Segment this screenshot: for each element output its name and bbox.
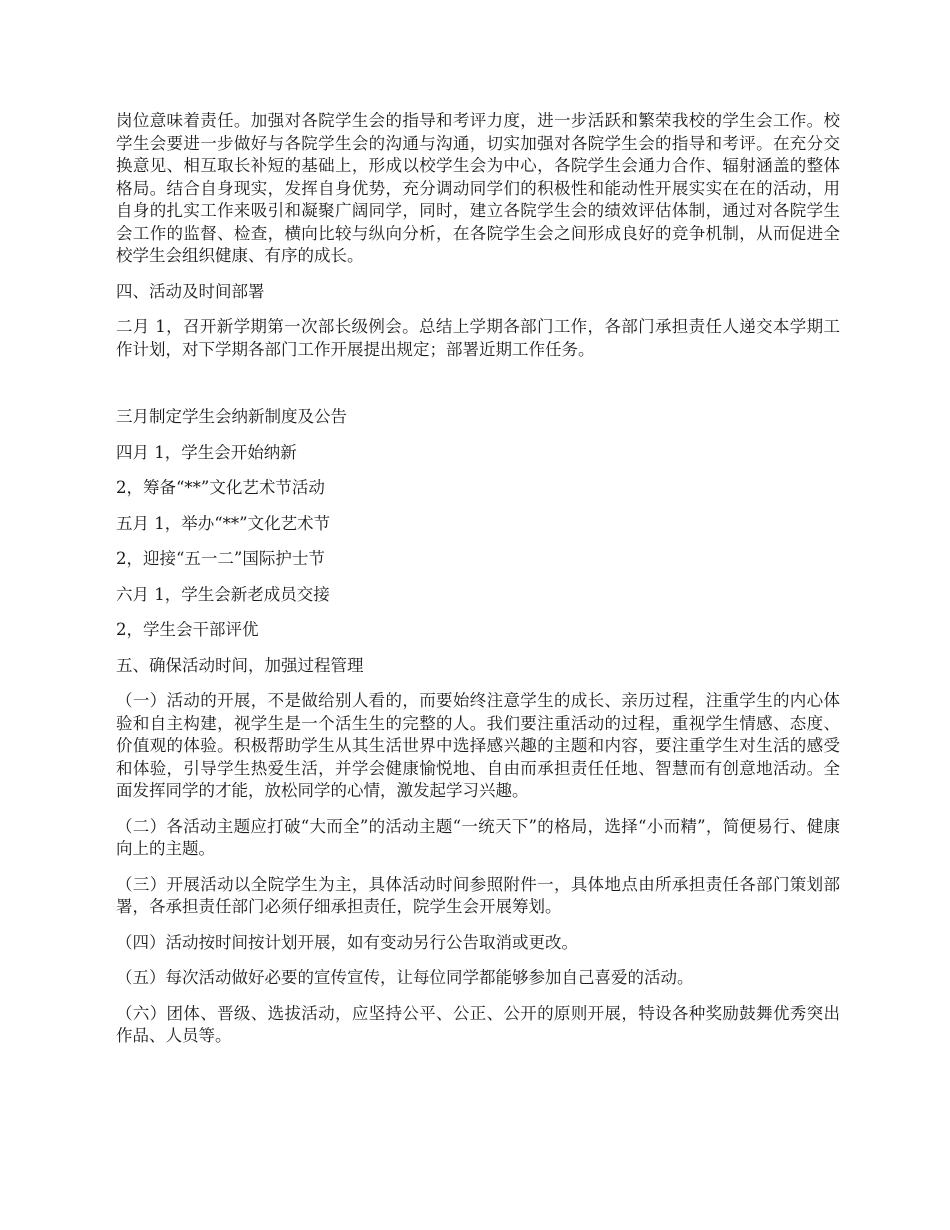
paragraph-item-1: （一）活动的开展，不是做给别人看的，而要始终注意学生的成长、亲历过程，注重学生的内心体验和自主构建，视学生是一个活生生的完整的人。我们要注重活动的过程，重视学生情感、态度、价值观的体验。积极帮助学生从其生活世界中选择感兴趣的主题和内容，要注重学生对生活的感受和体验，引导学生热爱生活，并学会健康愉悦地、自由而承担责任任地、智慧而有创意地活动。全面发挥同学的才能，放松同学的心情，激发起学习兴趣。 [116, 691, 840, 800]
schedule-may-2: 2，迎接“五一二”国际护士节 [116, 549, 325, 568]
section-heading-5: 五、确保活动时间，加强过程管理 [116, 655, 364, 675]
paragraph-item-6: （六）团体、晋级、选拔活动，应坚持公平、公正、公开的原则开展，特设各种奖励鼓舞优秀突出作品、人员等。 [116, 1003, 840, 1045]
schedule-may-1: 五月 1，举办“**”文化艺术节 [116, 513, 331, 533]
paragraph-item-4: （四）活动按时间按计划开展，如有变动另行公告取消或更改。 [116, 932, 578, 952]
section-heading-4: 四、活动及时间部署 [116, 281, 265, 301]
paragraph-february: 二月 1，召开新学期第一次部长级例会。总结上学期各部门工作，各部门承担责任人递交本学期工作计划，对下学期各部门工作开展提出规定；部署近期工作任务。 [116, 317, 840, 359]
schedule-march: 三月制定学生会纳新制度及公告 [116, 407, 347, 426]
schedule-april-2: 2，筹备“**”文化艺术节活动 [116, 478, 325, 497]
paragraph-item-5: （五）每次活动做好必要的宣传宣传，让每位同学都能够参加自己喜爱的活动。 [116, 968, 694, 987]
schedule-june-2: 2，学生会干部评优 [116, 620, 259, 639]
paragraph-intro: 岗位意味着责任。加强对各院学生会的指导和考评力度，进一步活跃和繁荣我校的学生会工作。校学生会要进一步做好与各院学生会的沟通与沟通，切实加强对各院学生会的指导和考评。在充分交换意见、相互取长补短的基础上，形成以校学生会为中心，各院学生会通力合作、辐射涵盖的整体格局。结合自身现实，发挥自身优势，充分调动同学们的积极性和能动性开展实实在在的活动，用自身的扎实工作来吸引和凝聚广阔同学，同时，建立各院学生会的绩效评估体制，通过对各院学生会工作的监督、检查，横向比较与纵向分析，在各院学生会之间形成良好的竞争机制，从而促进全校学生会组织健康、有序的成长。 [116, 111, 840, 265]
paragraph-item-3: （三）开展活动以全院学生为主，具体活动时间参照附件一，具体地点由所承担责任各部门策划部署，各承担责任部门必须仔细承担责任，院学生会开展筹划。 [116, 874, 840, 916]
schedule-april-1: 四月 1，学生会开始纳新 [116, 442, 297, 462]
schedule-june-1: 六月 1，学生会新老成员交接 [116, 584, 330, 604]
document-body [116, 110, 840, 1061]
blank-space [116, 374, 840, 406]
paragraph-item-2: （二）各活动主题应打破“大而全”的活动主题“一统天下”的格局，选择“小而精”，简便易行、健康向上的主题。 [116, 816, 840, 858]
